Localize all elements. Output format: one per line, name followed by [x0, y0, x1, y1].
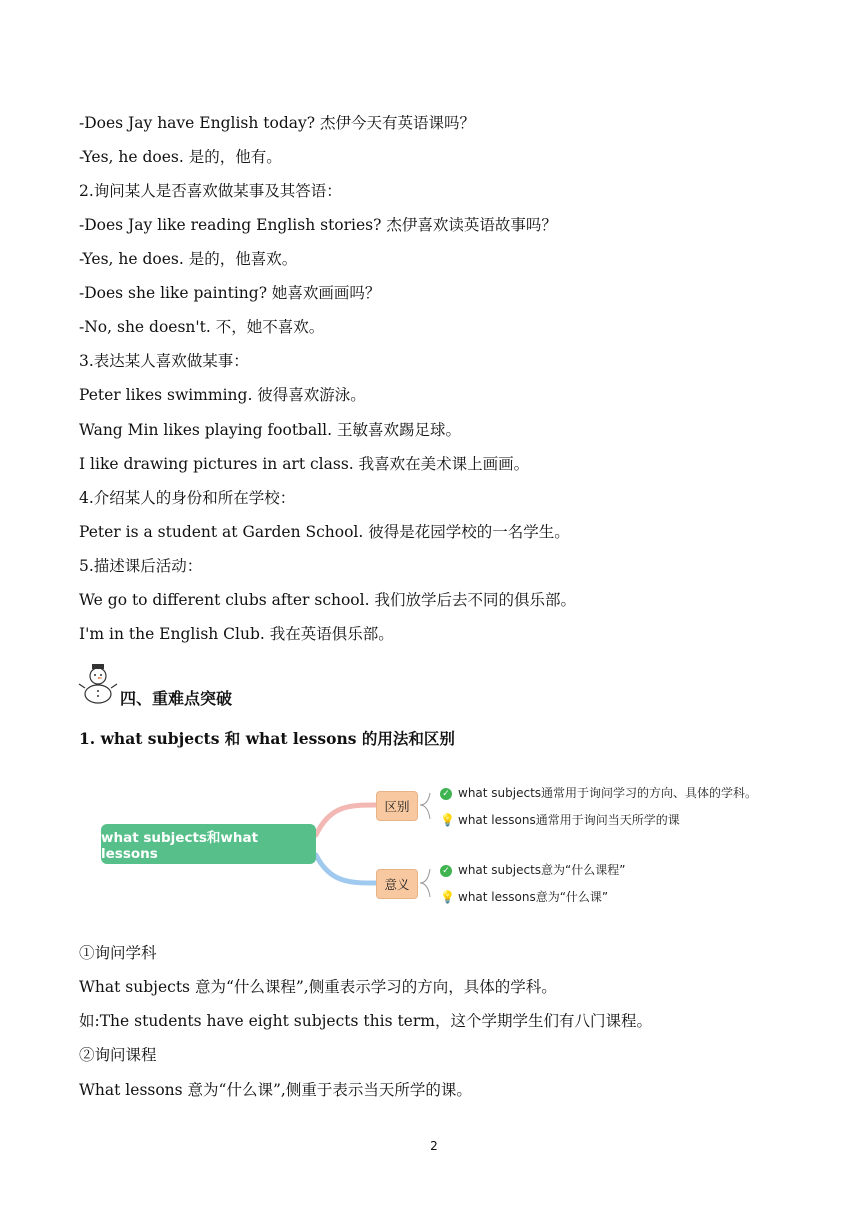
note-line: What subjects 意为“什么课程”,侧重表示学习的方向，具体的学科。 — [79, 978, 557, 996]
line: 3.表达某人喜欢做某事： — [79, 352, 249, 370]
check-icon: ✓ — [440, 788, 452, 800]
mindmap-leaf-text: what subjects意为“什么课程” — [458, 863, 626, 877]
subheading: 1. what subjects 和 what lessons 的用法和区别 — [79, 729, 455, 748]
line: Peter likes swimming. 彼得喜欢游泳。 — [79, 386, 366, 404]
line: I like drawing pictures in art class. 我喜欢在美术课上画画。 — [79, 455, 530, 473]
note-line: What lessons 意为“什么课”,侧重于表示当天所学的课。 — [79, 1081, 472, 1099]
section-title: 四、重难点突破 — [120, 689, 233, 708]
mindmap-leaf — [440, 811, 680, 828]
line: 4.介绍某人的身份和所在学校： — [79, 489, 296, 507]
mindmap-leaf-text: what lessons意为“什么课” — [458, 890, 609, 904]
mindmap-branch-difference: 区别 — [376, 791, 418, 821]
line: -Yes, he does. 是的，他有。 — [79, 148, 282, 166]
line: We go to different clubs after school. 我们放学后去不同的俱乐部。 — [79, 591, 576, 609]
mindmap-root: what subjects和what lessons — [101, 824, 316, 864]
note-line: ②询问课程 — [79, 1046, 157, 1064]
line: 5.描述课后活动： — [79, 557, 203, 575]
line: -No, she doesn't. 不，她不喜欢。 — [79, 318, 325, 336]
note-line: ①询问学科 — [79, 944, 157, 962]
line: Peter is a student at Garden School. 彼得是花园学校的一名学生。 — [79, 523, 570, 541]
mindmap-leaf — [440, 888, 608, 905]
line: I'm in the English Club. 我在英语俱乐部。 — [79, 625, 394, 643]
check-icon: ✓ — [440, 865, 452, 877]
line: -Does she like painting? 她喜欢画画吗？ — [79, 284, 381, 302]
bulb-icon: 💡 — [440, 812, 455, 827]
mindmap-leaf-text: what lessons通常用于询问当天所学的课 — [458, 813, 680, 827]
line: -Yes, he does. 是的，他喜欢。 — [79, 250, 298, 268]
line: -Does Jay like reading English stories? 杰伊喜欢读英语故事吗？ — [79, 216, 557, 234]
mindmap-leaf-text: what subjects通常用于询问学习的方向、具体的学科。 — [458, 786, 758, 800]
bulb-icon: 💡 — [440, 889, 455, 904]
mindmap-leaf — [440, 861, 625, 878]
mindmap-branch-meaning: 意义 — [376, 869, 418, 899]
line: 2.询问某人是否喜欢做某事及其答语： — [79, 182, 342, 200]
line: Wang Min likes playing football. 王敏喜欢踢足球。 — [79, 421, 461, 439]
line: -Does Jay have English today? 杰伊今天有英语课吗？ — [79, 114, 475, 132]
page-number: 2 — [430, 1139, 438, 1153]
mindmap-leaf — [440, 784, 757, 801]
note-line: 如:The students have eight subjects this term，这个学期学生们有八门课程。 — [79, 1012, 652, 1030]
